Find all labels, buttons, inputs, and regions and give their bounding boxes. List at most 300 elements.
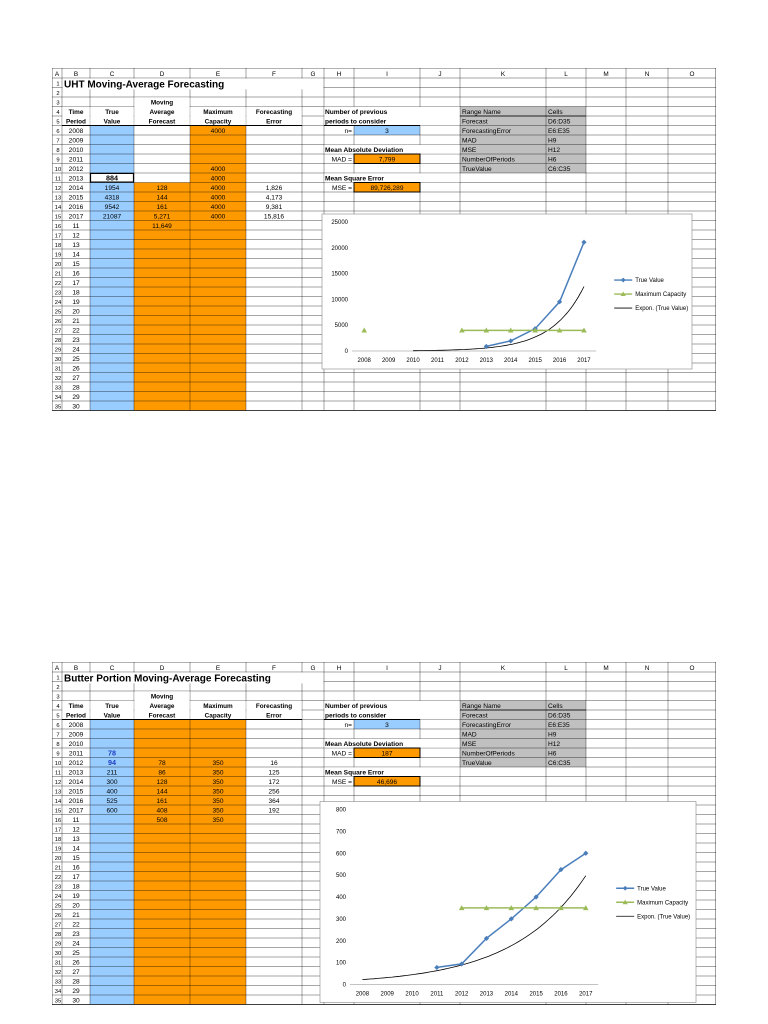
row-number: 27	[54, 328, 62, 335]
row-number: 34	[54, 395, 62, 402]
moving-average-cell: 144	[156, 194, 168, 202]
row-number: 21	[54, 865, 62, 872]
row-number: 17	[54, 827, 62, 834]
uht-sheet	[52, 68, 716, 424]
row-number: 16	[54, 818, 62, 825]
range-cells: H12	[548, 740, 561, 748]
row-number: 10	[54, 167, 62, 174]
time-period-cell: 2010	[68, 740, 84, 748]
time-period-cell: 29	[72, 987, 80, 995]
range-name: ForecastingError	[462, 721, 512, 729]
row-number: 13	[54, 789, 62, 796]
range-cells: D6:D35	[548, 118, 571, 126]
row-number: 29	[54, 347, 62, 354]
forecast-error-cell: 125	[268, 769, 280, 777]
column-header-a: A	[54, 664, 60, 672]
y-tick-label: 20000	[331, 245, 348, 252]
column-header-b: B	[73, 664, 79, 672]
row-number: 15	[54, 214, 62, 221]
y-tick-label: 200	[335, 938, 346, 945]
row-number: 3	[56, 100, 60, 107]
row-number: 20	[54, 262, 62, 269]
time-period-cell: 12	[72, 232, 80, 240]
time-period-cell: 13	[72, 835, 80, 843]
time-period-cell: 22	[72, 921, 80, 929]
time-period-cell: 15	[72, 854, 80, 862]
range-cells: C6:C35	[548, 165, 571, 173]
time-period-cell: 11	[72, 816, 80, 824]
y-tick-label: 800	[335, 807, 346, 814]
max-capacity-cell: 350	[212, 797, 224, 805]
row-number: 33	[54, 979, 62, 986]
forecast-error-cell: 364	[268, 797, 280, 805]
time-period-cell: 2009	[68, 731, 84, 739]
forecast-error-cell: 1,826	[265, 184, 283, 192]
x-tick-label: 2009	[381, 358, 396, 364]
row-number: 12	[54, 780, 62, 787]
range-cells: C6:C35	[548, 759, 571, 767]
legend-label: Maximum Capacity	[637, 900, 689, 907]
time-period-cell: 2017	[68, 213, 84, 221]
npp-label: Number of previous	[325, 702, 388, 710]
header-moving-average: Moving	[150, 693, 174, 701]
column-header-l: L	[564, 664, 568, 672]
x-tick-label: 2008	[355, 991, 370, 998]
column-header-n: N	[644, 664, 650, 672]
column-header-d: D	[159, 70, 165, 78]
time-period-cell: 2014	[68, 184, 84, 192]
time-period-cell: 2013	[68, 769, 84, 777]
row-number: 21	[54, 271, 62, 278]
row-number: 11	[54, 770, 62, 777]
column-header-n: N	[644, 70, 650, 78]
time-period-cell: 2013	[68, 175, 84, 183]
header-moving-average: Average	[149, 108, 175, 116]
n-label: n=	[344, 721, 352, 729]
x-tick-label: 2016	[552, 358, 567, 364]
time-period-cell: 16	[72, 864, 80, 872]
column-header-j: J	[438, 70, 442, 78]
range-name: MAD	[462, 137, 477, 145]
time-period-cell: 2012	[68, 165, 84, 173]
row-number: 24	[54, 894, 62, 901]
max-capacity-cell: 4000	[210, 203, 226, 211]
true-value-cell: 300	[106, 778, 118, 786]
time-period-cell: 30	[72, 403, 80, 411]
row-number: 7	[56, 732, 60, 739]
true-value-cell: 21087	[102, 213, 122, 221]
row-number: 25	[54, 309, 62, 316]
range-cells: H6	[548, 156, 557, 164]
y-tick-label: 5000	[334, 323, 348, 330]
mad-value: 187	[381, 750, 393, 758]
max-capacity-cell: 350	[212, 759, 224, 767]
header-moving-average: Forecast	[148, 118, 176, 126]
header-true-value: True	[105, 702, 119, 710]
row-number: 9	[56, 751, 60, 758]
x-tick-label: 2011	[431, 358, 444, 364]
time-period-cell: 23	[72, 336, 80, 344]
column-header-g: G	[310, 664, 316, 672]
row-number: 28	[54, 932, 62, 939]
row-number: 30	[54, 357, 62, 364]
column-header-m: M	[603, 70, 609, 78]
time-period-cell: 15	[72, 260, 80, 268]
column-header-h: H	[336, 70, 342, 78]
row-number: 9	[56, 157, 60, 164]
row-number: 23	[54, 884, 62, 891]
x-tick-label: 2016	[554, 991, 568, 998]
y-tick-label: 600	[335, 851, 346, 858]
range-cells: H9	[548, 137, 557, 145]
moving-average-cell: 5,271	[153, 213, 171, 221]
row-number: 34	[54, 989, 62, 996]
butter-sheet	[52, 662, 716, 1018]
npp-label: periods to consider	[325, 712, 387, 720]
header-time-period: Period	[66, 712, 86, 720]
row-number: 5	[56, 119, 60, 126]
range-name: MSE	[462, 146, 477, 154]
row-number: 16	[54, 224, 62, 231]
row-number: 28	[54, 338, 62, 345]
y-tick-label: 15000	[331, 271, 348, 278]
row-number: 35	[54, 998, 62, 1005]
x-tick-label: 2014	[504, 991, 518, 998]
legend-label: True Value	[635, 278, 664, 285]
true-value-cell: 211	[106, 769, 118, 777]
true-value-cell: 9542	[104, 203, 120, 211]
y-tick-label: 400	[335, 895, 346, 901]
time-period-cell: 2011	[68, 750, 84, 758]
x-tick-label: 2015	[528, 358, 542, 364]
x-tick-label: 2012	[455, 358, 469, 364]
true-value-cell: 400	[106, 788, 118, 796]
range-cells: H6	[548, 750, 557, 758]
true-value-cell: 1954	[104, 184, 120, 192]
header-max-capacity: Capacity	[204, 712, 232, 720]
max-capacity-cell: 4000	[210, 184, 226, 192]
header-moving-average: Forecast	[148, 712, 176, 720]
moving-average-cell: 128	[156, 778, 168, 786]
moving-average-cell: 161	[156, 797, 168, 805]
time-period-cell: 25	[72, 949, 80, 957]
mad-title: Mean Absolute Deviation	[325, 740, 404, 748]
time-period-cell: 2015	[68, 194, 84, 202]
max-capacity-cell: 4000	[210, 165, 226, 173]
row-number: 12	[54, 186, 62, 193]
time-period-cell: 19	[72, 298, 80, 306]
x-tick-label: 2010	[406, 358, 420, 364]
row-number: 35	[54, 404, 62, 411]
range-name: ForecastingError	[462, 127, 512, 135]
time-period-cell: 2012	[68, 759, 84, 767]
column-header-d: D	[159, 664, 165, 672]
header-time-period: Period	[66, 118, 86, 126]
row-number: 14	[54, 205, 62, 212]
range-name: MAD	[462, 731, 477, 739]
moving-average-cell: 86	[158, 769, 166, 777]
row-number: 22	[54, 875, 62, 882]
row-number: 24	[54, 300, 62, 307]
y-tick-label: 0	[342, 982, 346, 989]
max-capacity-cell: 350	[212, 807, 224, 815]
row-number: 32	[54, 376, 62, 383]
range-name: NumberOfPeriods	[462, 156, 515, 164]
time-period-cell: 24	[72, 346, 80, 354]
x-tick-label: 2013	[479, 991, 494, 998]
max-capacity-cell: 350	[212, 816, 224, 824]
header-true-value: Value	[103, 118, 121, 126]
column-header-i: I	[386, 70, 388, 78]
time-period-cell: 26	[72, 959, 80, 967]
forecast-error-cell: 15,816	[263, 213, 285, 221]
moving-average-cell: 144	[156, 788, 168, 796]
mad-label: MAD =	[331, 156, 352, 164]
forecast-error-cell: 172	[268, 778, 280, 786]
row-number: 8	[56, 148, 60, 155]
true-value-cell: 525	[106, 797, 118, 805]
moving-average-cell: 11,649	[152, 222, 172, 230]
range-name-header: Range Name	[462, 108, 501, 116]
npp-label: Number of previous	[325, 108, 388, 116]
column-header-m: M	[603, 664, 609, 672]
forecast-error-cell: 4,173	[265, 194, 283, 202]
header-moving-average: Average	[149, 702, 175, 710]
mad-label: MAD =	[331, 750, 352, 758]
time-period-cell: 2009	[68, 137, 84, 145]
column-header-g: G	[310, 70, 316, 78]
time-period-cell: 2014	[68, 778, 84, 786]
row-number: 25	[54, 903, 62, 910]
row-number: 26	[54, 913, 62, 920]
row-number: 18	[54, 837, 62, 844]
max-capacity-cell: 4000	[210, 194, 226, 202]
range-cells-header: Cells	[548, 108, 563, 116]
max-capacity-cell: 4000	[210, 175, 226, 183]
column-header-c: C	[109, 70, 115, 78]
header-max-capacity: Maximum	[203, 702, 233, 710]
time-period-cell: 2008	[68, 127, 84, 135]
time-period-cell: 21	[72, 317, 80, 325]
row-number: 2	[56, 685, 60, 692]
time-period-cell: 11	[72, 222, 80, 230]
forecast-error-cell: 192	[268, 807, 280, 815]
n-label: n=	[344, 127, 352, 135]
range-cells: D6:D35	[548, 712, 571, 720]
row-number: 11	[54, 176, 62, 183]
time-period-cell: 2016	[68, 797, 84, 805]
max-capacity-cell: 350	[212, 788, 224, 796]
x-tick-label: 2014	[504, 358, 518, 364]
n-value: 3	[385, 127, 389, 135]
row-number: 3	[56, 694, 60, 701]
row-number: 32	[54, 970, 62, 977]
header-forecast-error: Forecasting	[255, 702, 293, 710]
column-header-k: K	[500, 70, 506, 78]
max-capacity-cell: 350	[212, 778, 224, 786]
row-number: 8	[56, 742, 60, 749]
max-capacity-cell: 4000	[210, 127, 226, 135]
time-period-cell: 24	[72, 940, 80, 948]
time-period-cell: 16	[72, 270, 80, 278]
true-value-cell: 884	[106, 173, 118, 183]
moving-average-cell: 508	[156, 816, 168, 824]
column-header-e: E	[215, 70, 221, 78]
column-header-j: J	[438, 664, 442, 672]
row-number: 2	[56, 91, 60, 98]
column-header-i: I	[386, 664, 388, 672]
column-header-a: A	[54, 70, 60, 78]
range-name: Forecast	[462, 118, 488, 126]
x-tick-label: 2013	[479, 358, 493, 364]
x-tick-label: 2012	[454, 991, 469, 998]
mse-label: MSE =	[332, 184, 352, 192]
time-period-cell: 26	[72, 365, 80, 373]
row-number: 30	[54, 951, 62, 958]
time-period-cell: 28	[72, 978, 80, 986]
x-tick-label: 2010	[405, 991, 419, 998]
time-period-cell: 14	[72, 845, 80, 853]
column-header-h: H	[336, 664, 342, 672]
row-number: 22	[54, 281, 62, 288]
legend-label: True Value	[637, 886, 666, 893]
row-number: 13	[54, 195, 62, 202]
legend-label: Expon. (True Value)	[635, 306, 689, 313]
butter-sheet-canvas	[52, 662, 716, 1018]
time-period-cell: 13	[72, 241, 80, 249]
row-number: 31	[54, 366, 62, 373]
moving-average-cell: 408	[156, 807, 168, 815]
header-max-capacity: Maximum	[203, 108, 233, 116]
time-period-cell: 2016	[68, 203, 84, 211]
time-period-cell: 18	[72, 883, 80, 891]
time-period-cell: 2015	[68, 788, 84, 796]
time-period-cell: 17	[72, 279, 80, 287]
time-period-cell: 25	[72, 355, 80, 363]
y-tick-label: 10000	[331, 297, 348, 304]
row-number: 19	[54, 252, 62, 259]
mad-title: Mean Absolute Deviation	[325, 146, 404, 154]
time-period-cell: 20	[72, 308, 80, 316]
column-header-k: K	[500, 664, 506, 672]
mse-title: Mean Square Error	[325, 769, 384, 777]
header-time-period: Time	[68, 108, 84, 116]
row-number: 27	[54, 922, 62, 929]
time-period-cell: 21	[72, 911, 80, 919]
x-tick-label: 2015	[529, 991, 543, 998]
header-forecast-error: Forecasting	[255, 108, 293, 116]
n-value: 3	[385, 721, 389, 729]
time-period-cell: 12	[72, 826, 80, 834]
row-number: 5	[56, 713, 60, 720]
time-period-cell: 14	[72, 251, 80, 259]
legend-label: Maximum Capacity	[635, 292, 687, 299]
column-header-f: F	[272, 70, 276, 78]
legend-label: Expon. (True Value)	[637, 914, 691, 921]
row-number: 15	[54, 808, 62, 815]
mse-value: 89,726,289	[370, 184, 404, 192]
time-period-cell: 20	[72, 902, 80, 910]
row-number: 14	[54, 799, 62, 806]
range-name: MSE	[462, 740, 477, 748]
time-period-cell: 2008	[68, 721, 84, 729]
uht-sheet-canvas	[52, 68, 716, 424]
row-number: 29	[54, 941, 62, 948]
true-value-cell: 78	[108, 748, 116, 758]
row-number: 20	[54, 856, 62, 863]
range-cells: E6:E35	[548, 721, 570, 729]
npp-label: periods to consider	[325, 118, 387, 126]
row-number: 7	[56, 138, 60, 145]
true-value-cell: 94	[108, 757, 116, 767]
x-tick-label: 2009	[380, 991, 394, 998]
row-number: 6	[56, 129, 60, 136]
row-number: 1	[56, 81, 60, 88]
column-header-o: O	[689, 70, 695, 78]
time-period-cell: 30	[72, 997, 80, 1005]
y-tick-label: 25000	[331, 220, 348, 226]
y-tick-label: 0	[344, 349, 348, 355]
time-period-cell: 27	[72, 968, 80, 976]
moving-average-cell: 78	[158, 759, 166, 767]
true-value-cell: 600	[106, 807, 118, 815]
row-number: 4	[56, 704, 60, 711]
time-period-cell: 27	[72, 374, 80, 382]
range-name-header: Range Name	[462, 702, 501, 710]
range-cells-header: Cells	[548, 702, 563, 710]
row-number: 31	[54, 960, 62, 967]
mse-title: Mean Square Error	[325, 175, 384, 183]
y-tick-label: 700	[335, 829, 346, 836]
time-period-cell: 2011	[68, 156, 84, 164]
range-name: NumberOfPeriods	[462, 750, 515, 758]
time-period-cell: 22	[72, 327, 80, 335]
mse-value: 46,696	[376, 778, 398, 786]
header-time-period: Time	[68, 702, 84, 710]
time-period-cell: 18	[72, 289, 80, 297]
column-header-f: F	[272, 664, 276, 672]
x-tick-label: 2011	[430, 991, 444, 998]
header-forecast-error: Error	[266, 118, 282, 126]
y-tick-label: 100	[335, 960, 346, 967]
moving-average-cell: 128	[156, 184, 168, 192]
row-number: 1	[56, 675, 60, 682]
range-cells: H9	[548, 731, 557, 739]
y-tick-label: 500	[335, 873, 346, 880]
header-moving-average: Moving	[150, 99, 174, 107]
max-capacity-cell: 4000	[210, 213, 226, 221]
row-number: 17	[54, 233, 62, 240]
column-header-e: E	[215, 664, 221, 672]
row-number: 19	[54, 846, 62, 853]
range-cells: E6:E35	[548, 127, 570, 135]
range-name: TrueValue	[462, 165, 492, 173]
time-period-cell: 2017	[68, 807, 84, 815]
column-header-o: O	[689, 664, 695, 672]
y-tick-label: 300	[335, 916, 346, 923]
row-number: 33	[54, 385, 62, 392]
time-period-cell: 23	[72, 930, 80, 938]
time-period-cell: 29	[72, 393, 80, 401]
moving-average-cell: 161	[156, 203, 168, 211]
range-name: TrueValue	[462, 759, 492, 767]
column-header-c: C	[109, 664, 115, 672]
header-forecast-error: Error	[266, 712, 282, 720]
header-true-value: True	[105, 108, 119, 116]
forecast-error-cell: 256	[268, 788, 280, 796]
time-period-cell: 19	[72, 892, 80, 900]
row-number: 23	[54, 290, 62, 297]
